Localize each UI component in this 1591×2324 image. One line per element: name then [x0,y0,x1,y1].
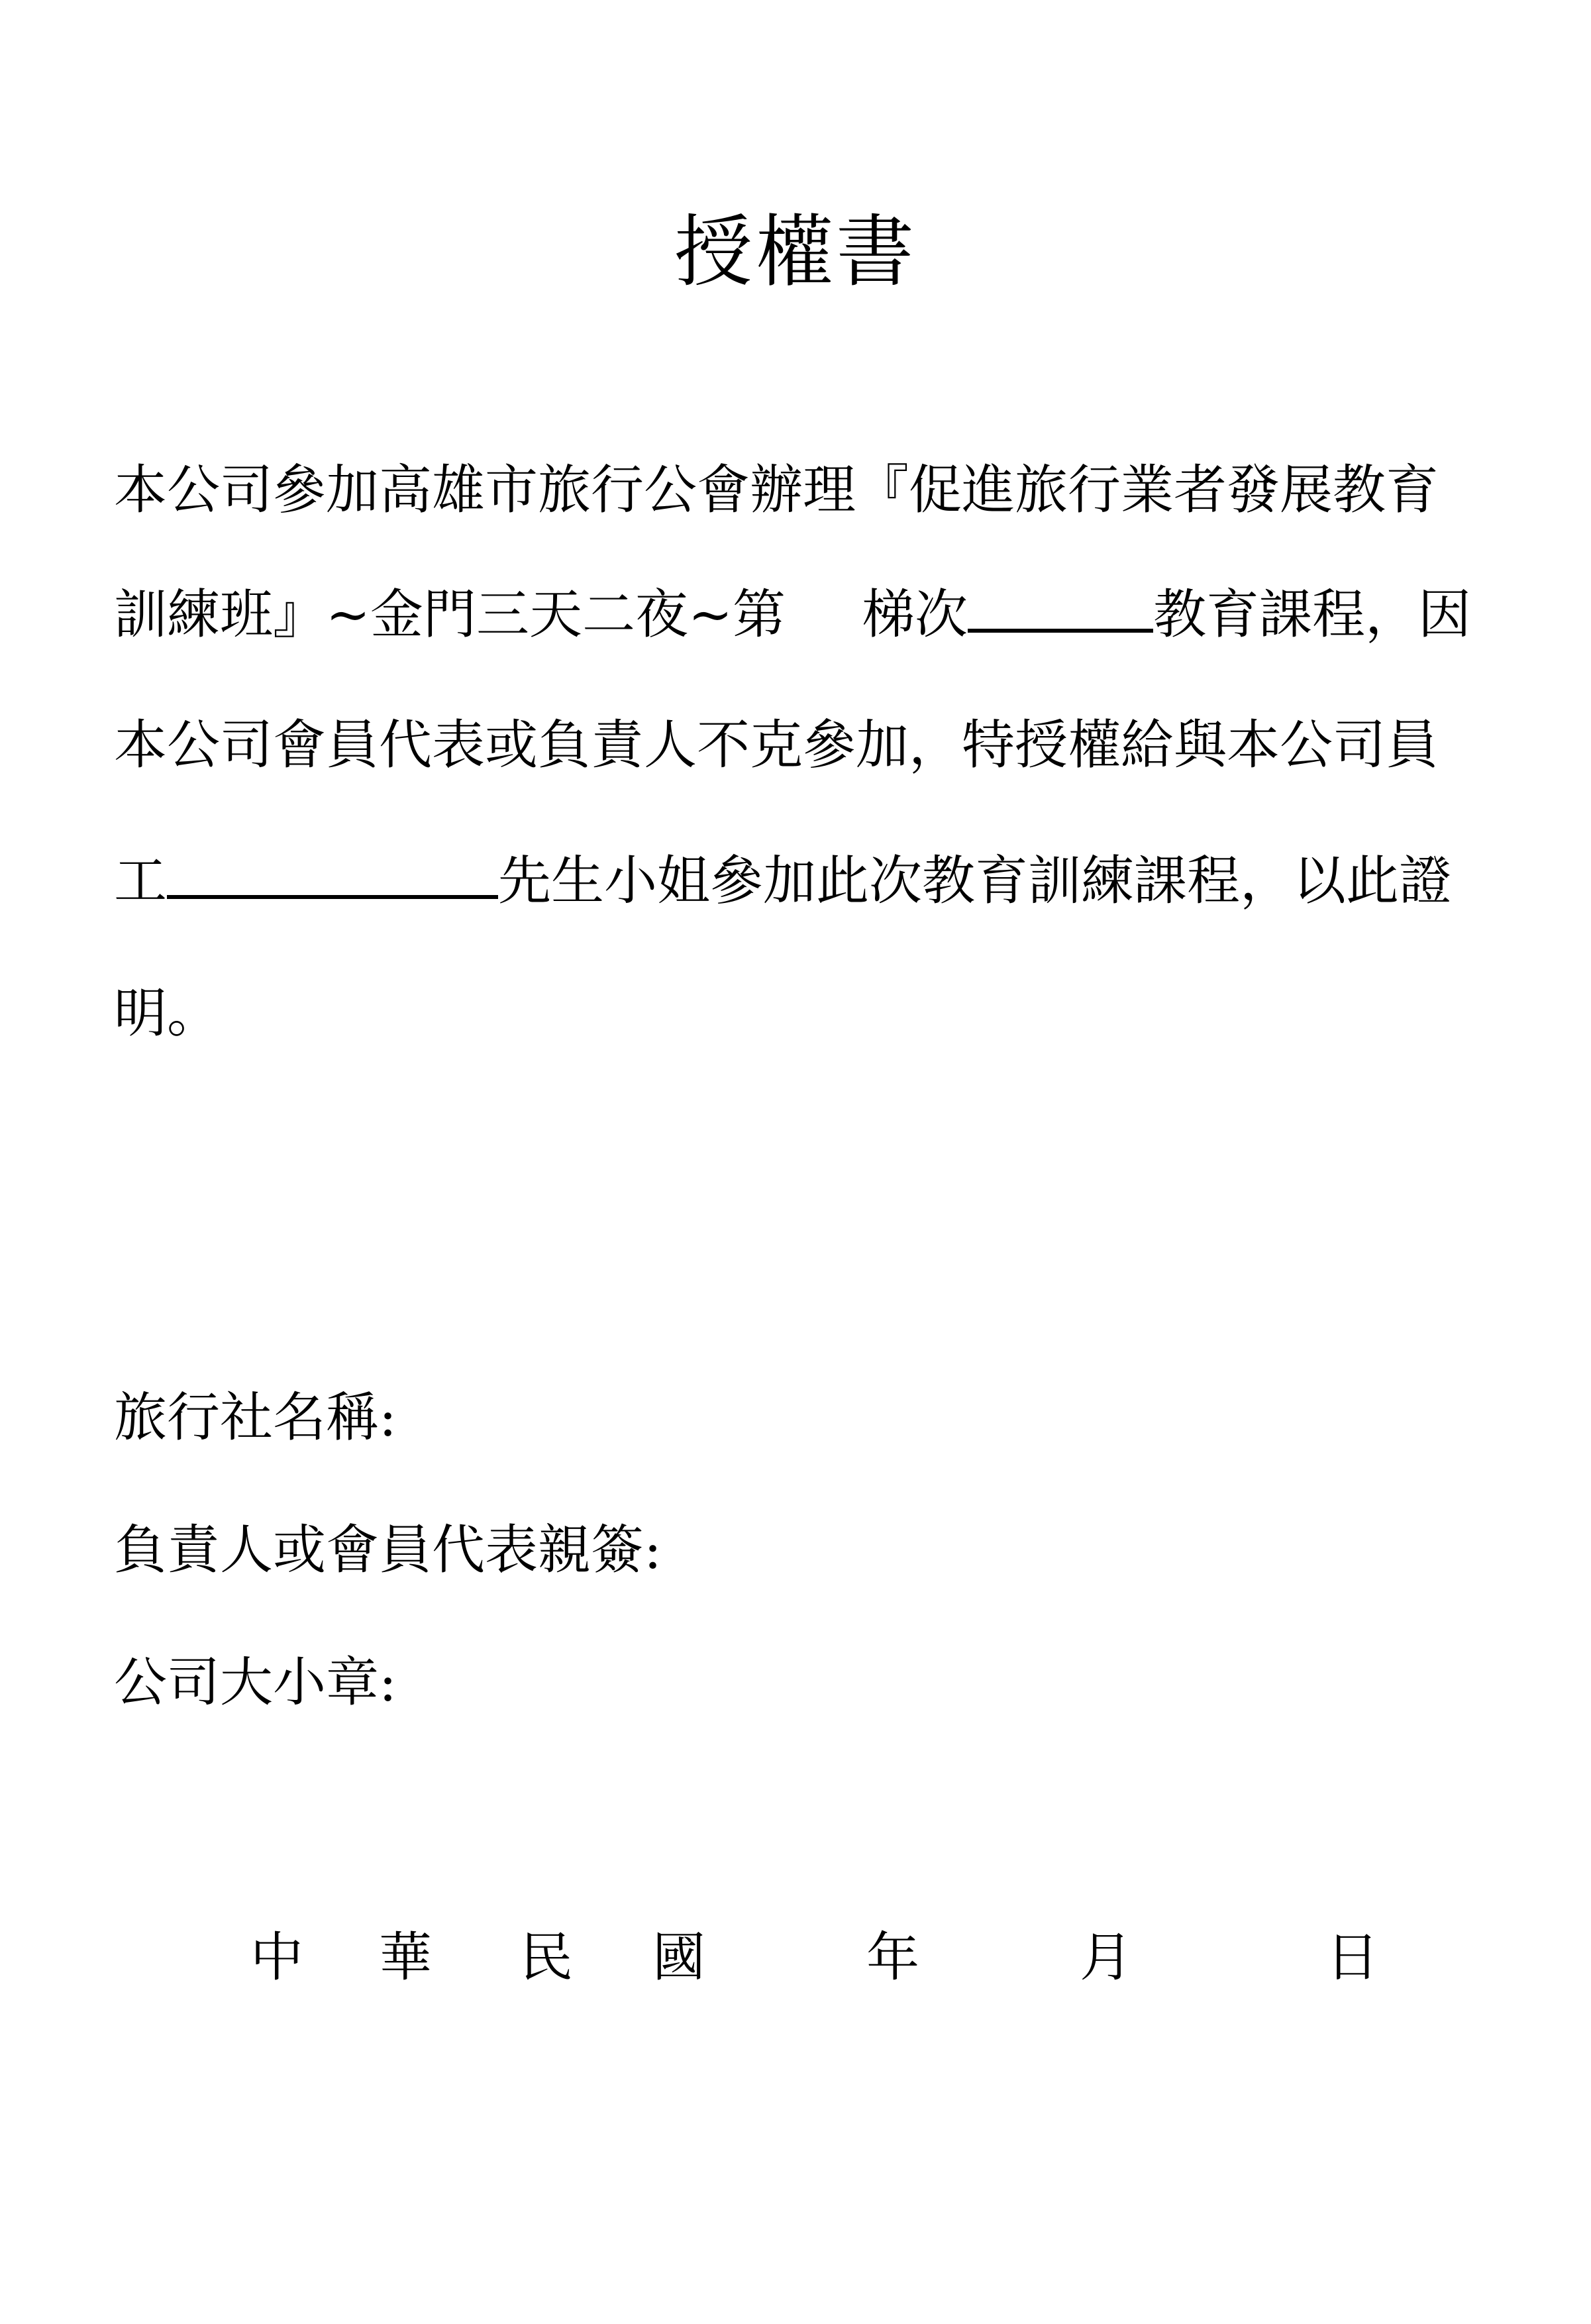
course-date-blank [968,588,1153,633]
date-char-min: 民 [520,1927,573,1988]
date-month-label: 月 [1080,1927,1133,1988]
body-line-3 [114,712,1439,778]
date-char-hua: 華 [379,1927,432,1988]
body-text-1: 本公司參加高雄市旅行公會辦理『促進旅行業者發展教育 [114,459,1439,521]
body-text-5: 明。 [114,982,220,1044]
company-seal-label: 公司大小章: [114,1652,397,1713]
date-year-label: 年 [866,1927,919,1988]
body-line-1 [114,457,1439,523]
document-title: 授權書 [674,206,917,297]
body-line-5 [114,980,220,1047]
date-char-guo: 國 [652,1927,705,1988]
body-text-4b: 先生小姐參加此次教育訓練課程，以此證 [498,850,1452,912]
body-text-2b: 梯次 [862,584,968,645]
body-text-3: 本公司會員代表或負責人不克參加，特授權給與本公司員 [114,714,1439,776]
body-line-4 [114,848,1452,914]
employee-name-blank [167,854,498,899]
body-line-2 [114,582,1471,648]
date-day-label: 日 [1326,1927,1379,1988]
body-text-2a: 訓練班』~金門三天二夜~第 [114,584,786,645]
body-text-4a: 工 [114,850,167,912]
date-char-zhong: 中 [250,1927,303,1988]
body-text-2c: 教育課程，因 [1153,584,1472,645]
agency-name-label: 旅行社名稱: [114,1387,397,1448]
signature-label: 負責人或會員代表親簽: [114,1519,662,1581]
